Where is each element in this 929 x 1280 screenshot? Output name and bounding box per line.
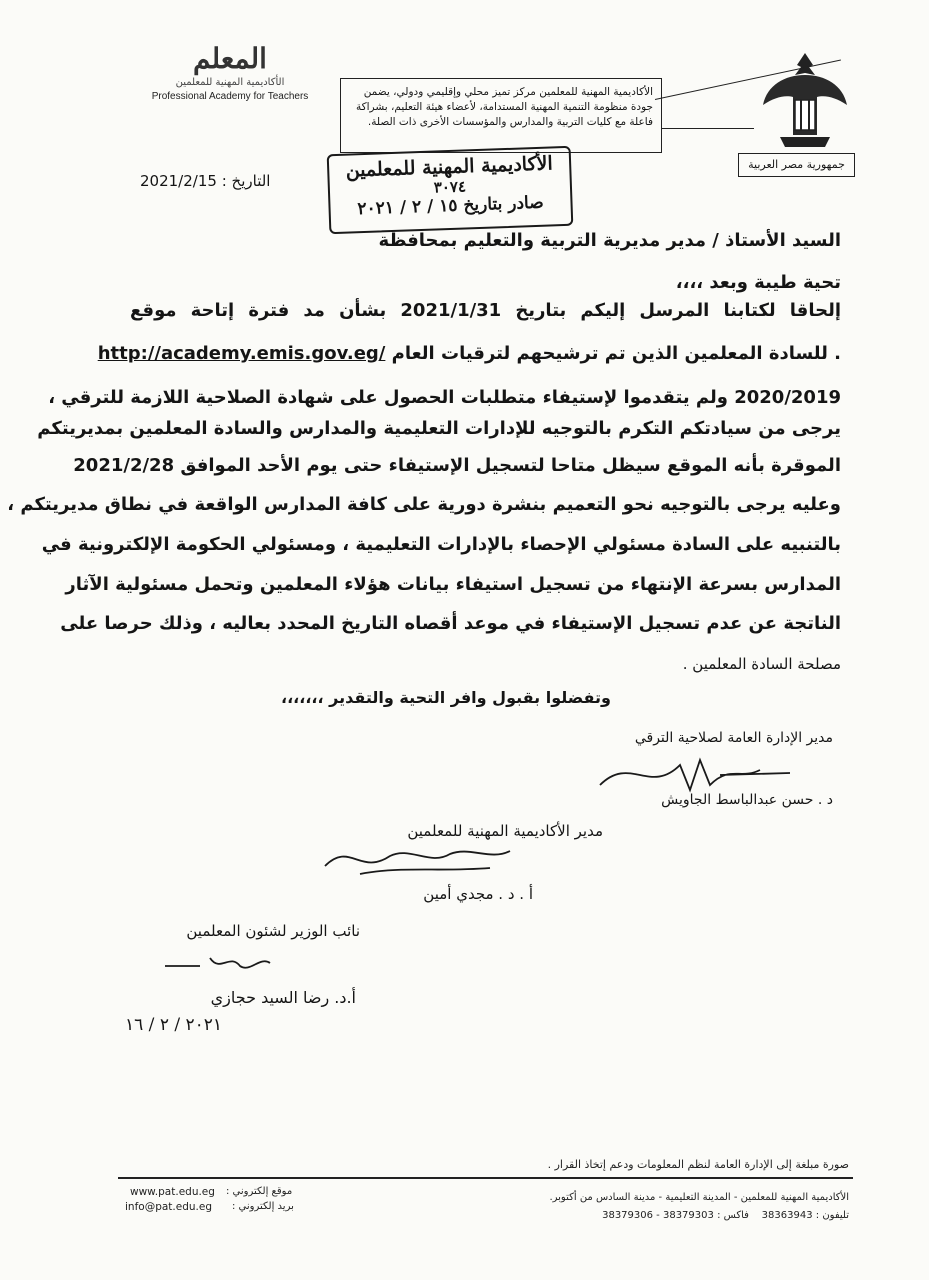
body-line-7: بالتنبيه على السادة مسئولي الإحصاء بالإدارات التعليمية ، ومسئولي الحكومة الإلكترونية في [41, 534, 841, 555]
signatory-2-name: أ . د . مجدي أمين [423, 885, 533, 903]
email-label: بريد إلكتروني : [232, 1201, 294, 1212]
body-line-2 [97, 343, 841, 364]
fax-number: 38379303 - 38379306 [602, 1210, 714, 1221]
callout-line [662, 128, 754, 129]
body-line-3: 2020/2019 ولم يتقدموا لإستيفاء متطلبات الحصول على شهادة الصلاحية اللازمة للترقي ، [48, 387, 841, 408]
signature-2-scribble [320, 836, 520, 881]
body-line-6: وعليه يرجى بالتوجيه نحو التعميم بنشرة دورية على كافة المدارس الواقعة في نطاق مديريتكم ، [7, 494, 841, 515]
body-line-5: الموقرة بأنه الموقع سيظل متاحا لتسجيل الإستيفاء حتى يوم الأحد الموافق 2021/2/28 [73, 455, 841, 476]
logo-arabic-subtitle: الأكاديمية المهنية للمعلمين [175, 77, 285, 88]
date-value: 2021/2/15 [140, 172, 217, 190]
greeting: تحية طيبة وبعد ،،،، [675, 272, 841, 293]
body-line-10: مصلحة السادة المعلمين . [682, 655, 841, 673]
website-label: موقع إلكتروني : [226, 1186, 293, 1197]
email-link[interactable]: info@pat.edu.eg [125, 1201, 212, 1213]
country-name: جمهورية مصر العربية [738, 153, 855, 177]
body-line-8: المدارس بسرعة الإنتهاء من تسجيل استيفاء بيانات هؤلاء المعلمين وتحمل مسئولية الآثار [65, 574, 841, 595]
signatory-3-name: أ.د. رضا السيد حجازي [210, 988, 356, 1007]
footer-address: الأكاديمية المهنية للمعلمين - المدينة التعليمية - مدينة السادس من أكتوبر. [549, 1192, 849, 1203]
body-line-2-text: . للسادة المعلمين الذين تم ترشيحهم لترقيات العام [391, 343, 841, 364]
date-label: التاريخ : [221, 172, 271, 190]
copy-note: صورة مبلغة إلى الإدارة العامة لنظم المعلومات ودعم إتخاذ القرار . [547, 1158, 849, 1171]
website-link[interactable]: www.pat.edu.eg [130, 1186, 215, 1198]
logo-arabic: المعلم [193, 42, 267, 75]
signatory-1-title: مدير الإدارة العامة لصلاحية الترقي [634, 730, 833, 746]
outgoing-stamp [327, 146, 574, 234]
signature-3-scribble [160, 948, 280, 978]
handwritten-date: ٢٠٢١ / ٢ / ١٦ [125, 1015, 223, 1035]
footer-contact [602, 1210, 849, 1221]
addressee: السيد الأستاذ / مدير مديرية التربية والتعليم بمحافظة [378, 230, 841, 251]
institution-blurb: الأكاديمية المهنية للمعلمين مركز تميز محلي وإقليمي ودولي، يضمن جودة منظومة التنمية المهنية المستدامة، لأعضاء هيئة التعليم، بشراكة فاعلة مع كليات التربية والمدارس والمؤسسات الأخرى ذات الصلة. [340, 78, 662, 153]
body-line-9: الناتجة عن عدم تسجيل الإستيفاء في موعد أقصاه التاريخ المحدد بعاليه ، وذلك حرصا على [60, 613, 841, 634]
stamp-line-1: الأكاديمية المهنية للمعلمين [345, 152, 554, 182]
signatory-2-title: مدير الأكاديمية المهنية للمعلمين [407, 822, 603, 840]
body-line-1: إلحاقا لكتابنا المرسل إليكم بتاريخ 2021/1/31 بشأن مد فترة إتاحة موقع [130, 300, 841, 321]
egypt-emblem-icon [755, 45, 855, 155]
footer-divider [118, 1177, 853, 1179]
logo-english: Professional Academy for Teachers [151, 91, 309, 102]
stamp-line-2: ٣٠٧٤ [433, 177, 467, 197]
signatory-3-title: نائب الوزير لشئون المعلمين [186, 922, 360, 940]
phone-number: 38363943 [761, 1210, 813, 1221]
signatory-1-name: د . حسن عبدالباسط الجاويش [661, 792, 833, 808]
letter-date [140, 172, 270, 190]
academy-logo [150, 42, 310, 132]
academy-url-link[interactable]: http://academy.emis.gov.eg/ [97, 343, 386, 364]
closing: وتفضلوا بقبول وافر التحية والتقدير ،،،،،،، [281, 688, 611, 707]
stamp-line-3: صادر بتاريخ ١٥ / ٢ / ٢٠٢١ [357, 192, 544, 220]
body-line-4: يرجى من سيادتكم التكرم بالتوجيه للإدارات التعليمية والمدارس والسادة المعلمين بمديريتكم [37, 418, 841, 439]
phone-label: تليفون : [815, 1210, 849, 1221]
fax-label: فاكس : [717, 1210, 749, 1221]
